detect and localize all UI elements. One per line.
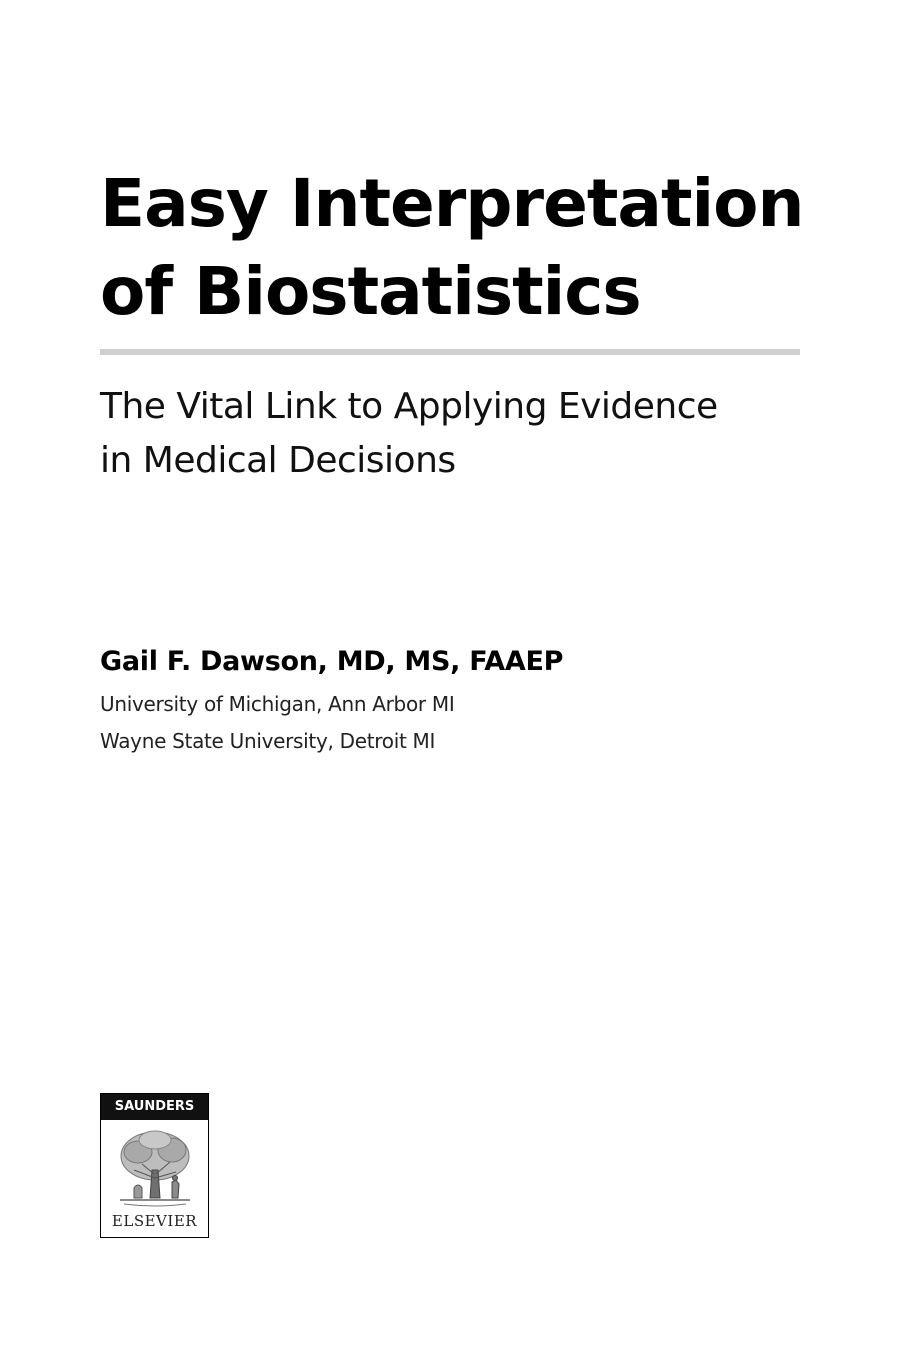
author-affiliation-1: University of Michigan, Ann Arbor MI: [100, 692, 455, 716]
book-subtitle: [100, 380, 860, 488]
author-name: Gail F. Dawson, MD, MS, FAAEP: [100, 646, 564, 677]
title-divider: [100, 349, 800, 355]
imprint-label: SAUNDERS: [101, 1094, 208, 1120]
author-affiliation-2: Wayne State University, Detroit MI: [100, 729, 436, 753]
book-subtitle-line-2: in Medical Decisions: [100, 440, 456, 481]
book-title-line-2: of Biostatistics: [100, 253, 641, 330]
book-subtitle-line-1: The Vital Link to Applying Evidence: [100, 386, 718, 427]
publisher-logo: [100, 1093, 209, 1238]
elsevier-tree-icon: [114, 1126, 196, 1212]
publisher-name: ELSEVIER: [111, 1212, 198, 1230]
book-title: [100, 160, 840, 336]
book-title-line-1: Easy Interpretation: [100, 165, 804, 242]
